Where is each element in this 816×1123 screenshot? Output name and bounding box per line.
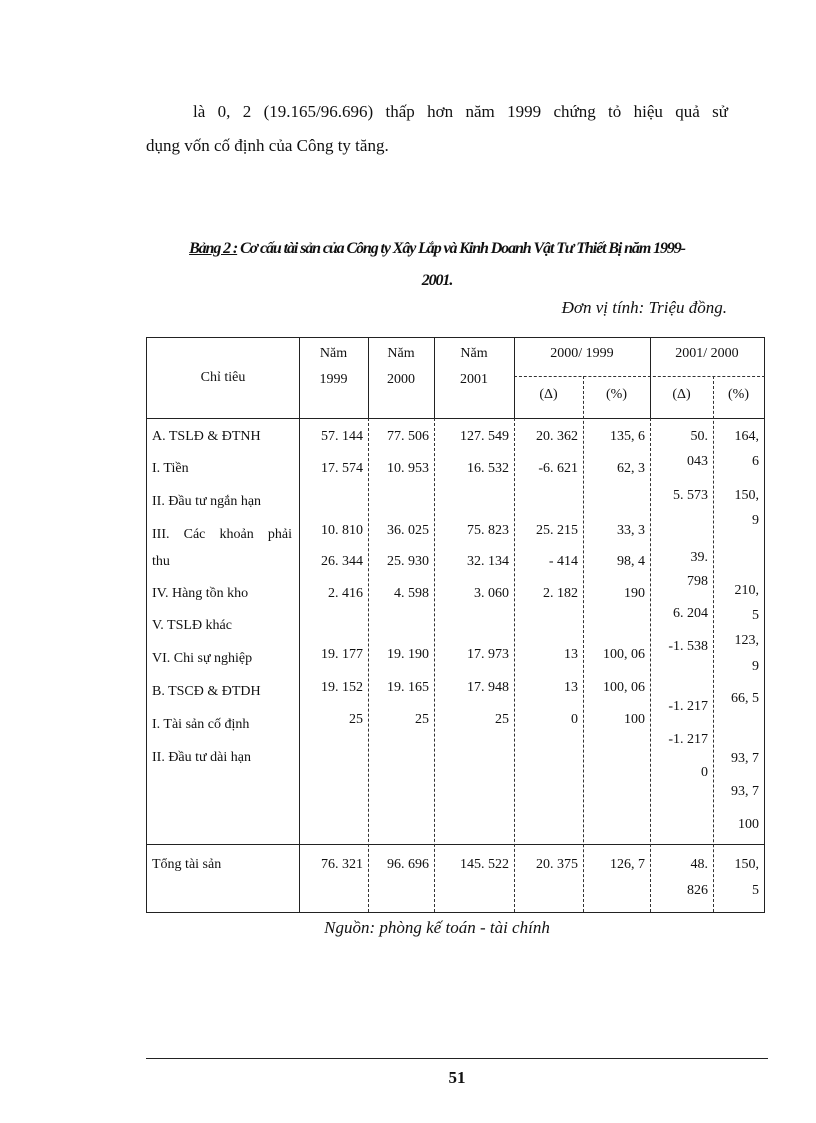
- paragraph-line-1: là 0, 2 (19.165/96.696) thấp hơn năm 1999 chứng tỏ hiệu quả sử: [193, 102, 728, 121]
- cell-pct-2: 5: [752, 608, 759, 623]
- cell-pct-2: 100: [738, 817, 759, 832]
- cell-pct-1: 98, 4: [617, 554, 645, 569]
- cell-1999: 17. 574: [321, 461, 363, 476]
- total-delta-2: 48.: [690, 857, 708, 872]
- header-year-2000: Năm 2000: [387, 346, 415, 387]
- asset-structure-table: [146, 337, 765, 913]
- header-chi-tieu: Chỉ tiêu: [200, 370, 246, 385]
- cell-delta-1: 0: [571, 712, 578, 727]
- cell-delta-2: -1. 217: [668, 699, 708, 714]
- cell-2001: 127. 549: [460, 429, 509, 444]
- cell-2001: 32. 134: [467, 554, 509, 569]
- row-label: II. Đầu tư ngắn hạn: [152, 494, 262, 509]
- cell-delta-2: 5. 573: [673, 488, 708, 503]
- header-bottom-rule: [147, 418, 764, 419]
- row-label: VI. Chi sự nghiệp: [152, 651, 253, 666]
- cell-pct-2: 9: [752, 659, 759, 674]
- source-note: Nguồn: phòng kế toán - tài chính: [324, 918, 550, 937]
- row-label: B. TSCĐ & ĐTDH: [152, 684, 261, 699]
- header-pct-2: (%): [728, 387, 749, 402]
- cell-1999: 25: [349, 712, 363, 727]
- header-delta-1: (Δ): [539, 387, 558, 402]
- header-2001-2000: 2001/ 2000: [675, 346, 739, 361]
- cell-pct-1: 190: [624, 586, 645, 601]
- header-year-2001: Năm 2001: [460, 346, 488, 387]
- header-year-1999: Năm 1999: [319, 346, 348, 387]
- header-delta-2: (Δ): [672, 387, 691, 402]
- cell-pct-2: 164,: [734, 429, 759, 444]
- caption-title-line-2: 2001.: [421, 272, 453, 289]
- cell-pct-1: 62, 3: [617, 461, 645, 476]
- page-number: 51: [448, 1068, 466, 1087]
- cell-delta-2: 39.: [690, 550, 708, 565]
- total-1999: 76. 321: [321, 857, 363, 872]
- cell-delta-2: 6. 204: [673, 606, 708, 621]
- cell-pct-2: 9: [752, 513, 759, 528]
- cell-delta-1: -6. 621: [538, 461, 578, 476]
- header-pct-1: (%): [606, 387, 627, 402]
- cell-delta-2: 50.: [690, 429, 708, 444]
- cell-2000: 19. 190: [387, 647, 429, 662]
- cell-2000: 36. 025: [387, 523, 429, 538]
- row-label: V. TSLĐ khác: [152, 618, 232, 633]
- total-2001: 145. 522: [460, 857, 509, 872]
- total-delta-1: 20. 375: [536, 857, 578, 872]
- cell-2000: 25: [415, 712, 429, 727]
- total-top-rule: [147, 844, 764, 845]
- table-caption: [146, 233, 728, 297]
- cell-pct-1: 135, 6: [610, 429, 645, 444]
- cell-pct-2: 6: [752, 454, 759, 469]
- cell-pct-2: 150,: [734, 488, 759, 503]
- cell-2001: 17. 973: [467, 647, 509, 662]
- total-pct-2: 150,: [734, 857, 759, 872]
- cell-1999: 2. 416: [328, 586, 363, 601]
- paragraph-line-2: dụng vốn cố định của Công ty tăng.: [146, 136, 389, 155]
- cell-1999: 57. 144: [321, 429, 363, 444]
- cell-delta-1: 20. 362: [536, 429, 578, 444]
- row-label: thu: [152, 554, 170, 569]
- cell-2000: 25. 930: [387, 554, 429, 569]
- cell-delta-1: 25. 215: [536, 523, 578, 538]
- cell-pct-2: 93, 7: [731, 751, 759, 766]
- cell-pct-2: 210,: [734, 583, 759, 598]
- cell-delta-1: - 414: [548, 554, 578, 569]
- caption-title-line-1: Cơ cấu tài sản của Công ty Xây Lắp và Kinh Doanh Vật Tư Thiết Bị năm 1999-: [237, 240, 685, 257]
- header-2000-1999: 2000/ 1999: [550, 346, 614, 361]
- row-label: I. Tiền: [152, 461, 189, 476]
- cell-1999: 26. 344: [321, 554, 363, 569]
- cell-pct-2: 123,: [734, 633, 759, 648]
- cell-1999: 19. 152: [321, 680, 363, 695]
- cell-pct-1: 33, 3: [617, 523, 645, 538]
- cell-1999: 10. 810: [321, 523, 363, 538]
- cell-2001: 16. 532: [467, 461, 509, 476]
- body-paragraph: [146, 95, 728, 163]
- total-pct-2: 5: [752, 883, 759, 898]
- total-delta-2: 826: [687, 883, 708, 898]
- cell-2000: 77. 506: [387, 429, 429, 444]
- total-label: Tổng tài sản: [152, 857, 222, 872]
- row-label: A. TSLĐ & ĐTNH: [152, 429, 261, 444]
- cell-2000: 19. 165: [387, 680, 429, 695]
- total-2000: 96. 696: [387, 857, 429, 872]
- cell-pct-2: 93, 7: [731, 784, 759, 799]
- cell-2001: 75. 823: [467, 523, 509, 538]
- cell-2000: 4. 598: [394, 586, 429, 601]
- row-label: III. Các khoản phải: [152, 527, 292, 542]
- cell-2001: 17. 948: [467, 680, 509, 695]
- row-label: I. Tài sản cố định: [152, 717, 250, 732]
- cell-2000: 10. 953: [387, 461, 429, 476]
- cell-delta-1: 13: [564, 647, 578, 662]
- subheader-divider: [514, 376, 765, 377]
- cell-2001: 3. 060: [474, 586, 509, 601]
- row-label: II. Đầu tư dài hạn: [152, 750, 251, 765]
- cell-delta-1: 2. 182: [543, 586, 578, 601]
- cell-delta-2: 0: [701, 765, 708, 780]
- cell-delta-2: -1. 217: [668, 732, 708, 747]
- caption-label: Bảng 2 :: [189, 240, 238, 257]
- cell-delta-2: -1. 538: [668, 639, 708, 654]
- total-pct-1: 126, 7: [610, 857, 645, 872]
- cell-delta-1: 13: [564, 680, 578, 695]
- cell-delta-2: 043: [687, 454, 708, 469]
- row-label: IV. Hàng tồn kho: [152, 586, 249, 601]
- cell-pct-1: 100: [624, 712, 645, 727]
- unit-note: Đơn vị tính: Triệu đồng.: [561, 298, 727, 317]
- cell-delta-2: 798: [687, 574, 708, 589]
- cell-pct-1: 100, 06: [603, 680, 645, 695]
- cell-pct-1: 100, 06: [603, 647, 645, 662]
- footer-rule: [146, 1058, 768, 1059]
- cell-2001: 25: [495, 712, 509, 727]
- cell-1999: 19. 177: [321, 647, 363, 662]
- cell-pct-2: 66, 5: [731, 691, 759, 706]
